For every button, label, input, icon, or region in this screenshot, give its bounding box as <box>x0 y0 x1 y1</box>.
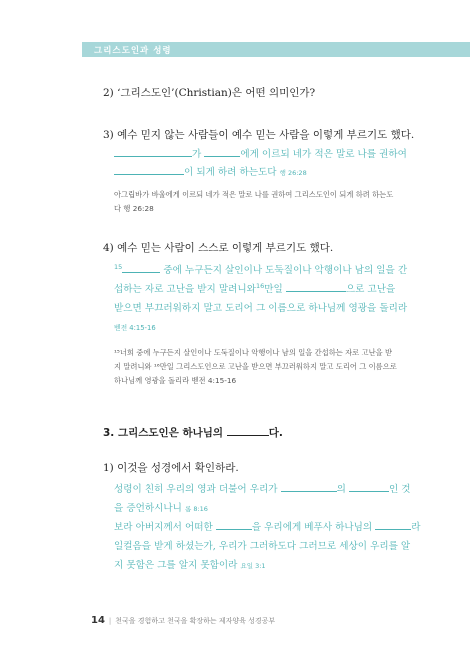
s3q1-fill-line-2: 을 증언하시나니 롬 8:16 <box>114 503 208 514</box>
blank[interactable] <box>114 146 192 157</box>
s3q1-fill-line-1: 성령이 친히 우리의 영과 더불어 우리가 의 인 것 <box>114 481 411 495</box>
bible-reference: 벧전 4:15-16 <box>114 324 156 332</box>
blank[interactable] <box>122 262 160 273</box>
blank[interactable] <box>349 481 389 492</box>
blank[interactable] <box>114 164 184 175</box>
footer: 14 | 천국을 경험하고 천국을 확장하는 제자양육 성경공부 <box>91 615 276 626</box>
blank[interactable] <box>375 519 411 530</box>
section-3-question-1: 1) 이것을 성경에서 확인하라. <box>103 462 239 474</box>
s3q1-fill-line-4: 일컬음을 받게 하셨는가, 우리가 그러하도다 그러므로 세상이 우리를 알 <box>114 541 411 552</box>
question-3: 3) 예수 믿지 않는 사람들이 예수 믿는 사람을 이렇게 부르기도 했다. <box>103 129 415 141</box>
blank[interactable] <box>204 146 240 157</box>
s3q1-fill-line-3: 보라 아버지께서 어떠한 을 우리에게 베푸사 하나님의 라 <box>114 519 421 533</box>
blank[interactable] <box>281 481 337 492</box>
section-3-title: 3. 그리스도인은 하나님의 다. <box>103 427 283 439</box>
q4-fill-line-2: 섭하는 자로 고난을 받지 말려니와$^{16}$만일 으로 고난을 <box>114 281 396 295</box>
blank[interactable] <box>227 425 269 436</box>
header-title: 그리스도인과 성령 <box>94 46 172 56</box>
footer-text: 천국을 경험하고 천국을 확장하는 제자양육 성경공부 <box>115 617 276 625</box>
q4-fill-line-1: $^{15}$ 중에 누구든지 살인이나 도둑질이나 악행이나 남의 일을 간 <box>114 262 408 276</box>
question-4: 4) 예수 믿는 사람이 스스로 이렇게 부르기도 했다. <box>103 242 334 254</box>
q4-verse: ¹⁵너희 중에 누구든지 살인이나 도둑질이나 악행이나 남의 일을 간섭하는 자로 고난을 받 지 말려니와 ¹⁶만일 그리스도인으로 고난을 받으면 부끄러워하지 말고 도리어 그 이름으로 하나님께 영광을 돌리라 벧전 4:15-16 <box>114 348 397 385</box>
q3-fill-line-1: 가 에게 이르되 네가 적은 말로 나를 권하여 <box>114 146 407 160</box>
blank[interactable] <box>286 281 346 292</box>
q3-fill-line-2: 이 되게 하려 하는도다 행 26:28 <box>114 164 307 178</box>
blank[interactable] <box>216 519 252 530</box>
bible-reference: 행 26:28 <box>279 169 307 177</box>
question-2: 2) ‘그리스도인’(Christian)은 어떤 의미인가? <box>103 87 316 99</box>
page-number: 14 <box>91 615 105 626</box>
bible-reference: 요일 3:1 <box>240 562 266 570</box>
bible-reference: 롬 8:16 <box>185 505 208 513</box>
header-bar <box>82 42 470 57</box>
q4-fill-line-3: 받으면 부끄러워하지 말고 도리어 그 이름으로 하나님께 영광을 돌리라 <box>114 303 408 314</box>
s3q1-fill-line-5: 지 못함은 그를 알지 못함이라 요일 3:1 <box>114 560 266 571</box>
q3-verse: 아그립바가 바울에게 이르되 네가 적은 말로 나를 권하여 그리스도인이 되게 하려 하는도 다 행 26:28 <box>114 190 394 213</box>
